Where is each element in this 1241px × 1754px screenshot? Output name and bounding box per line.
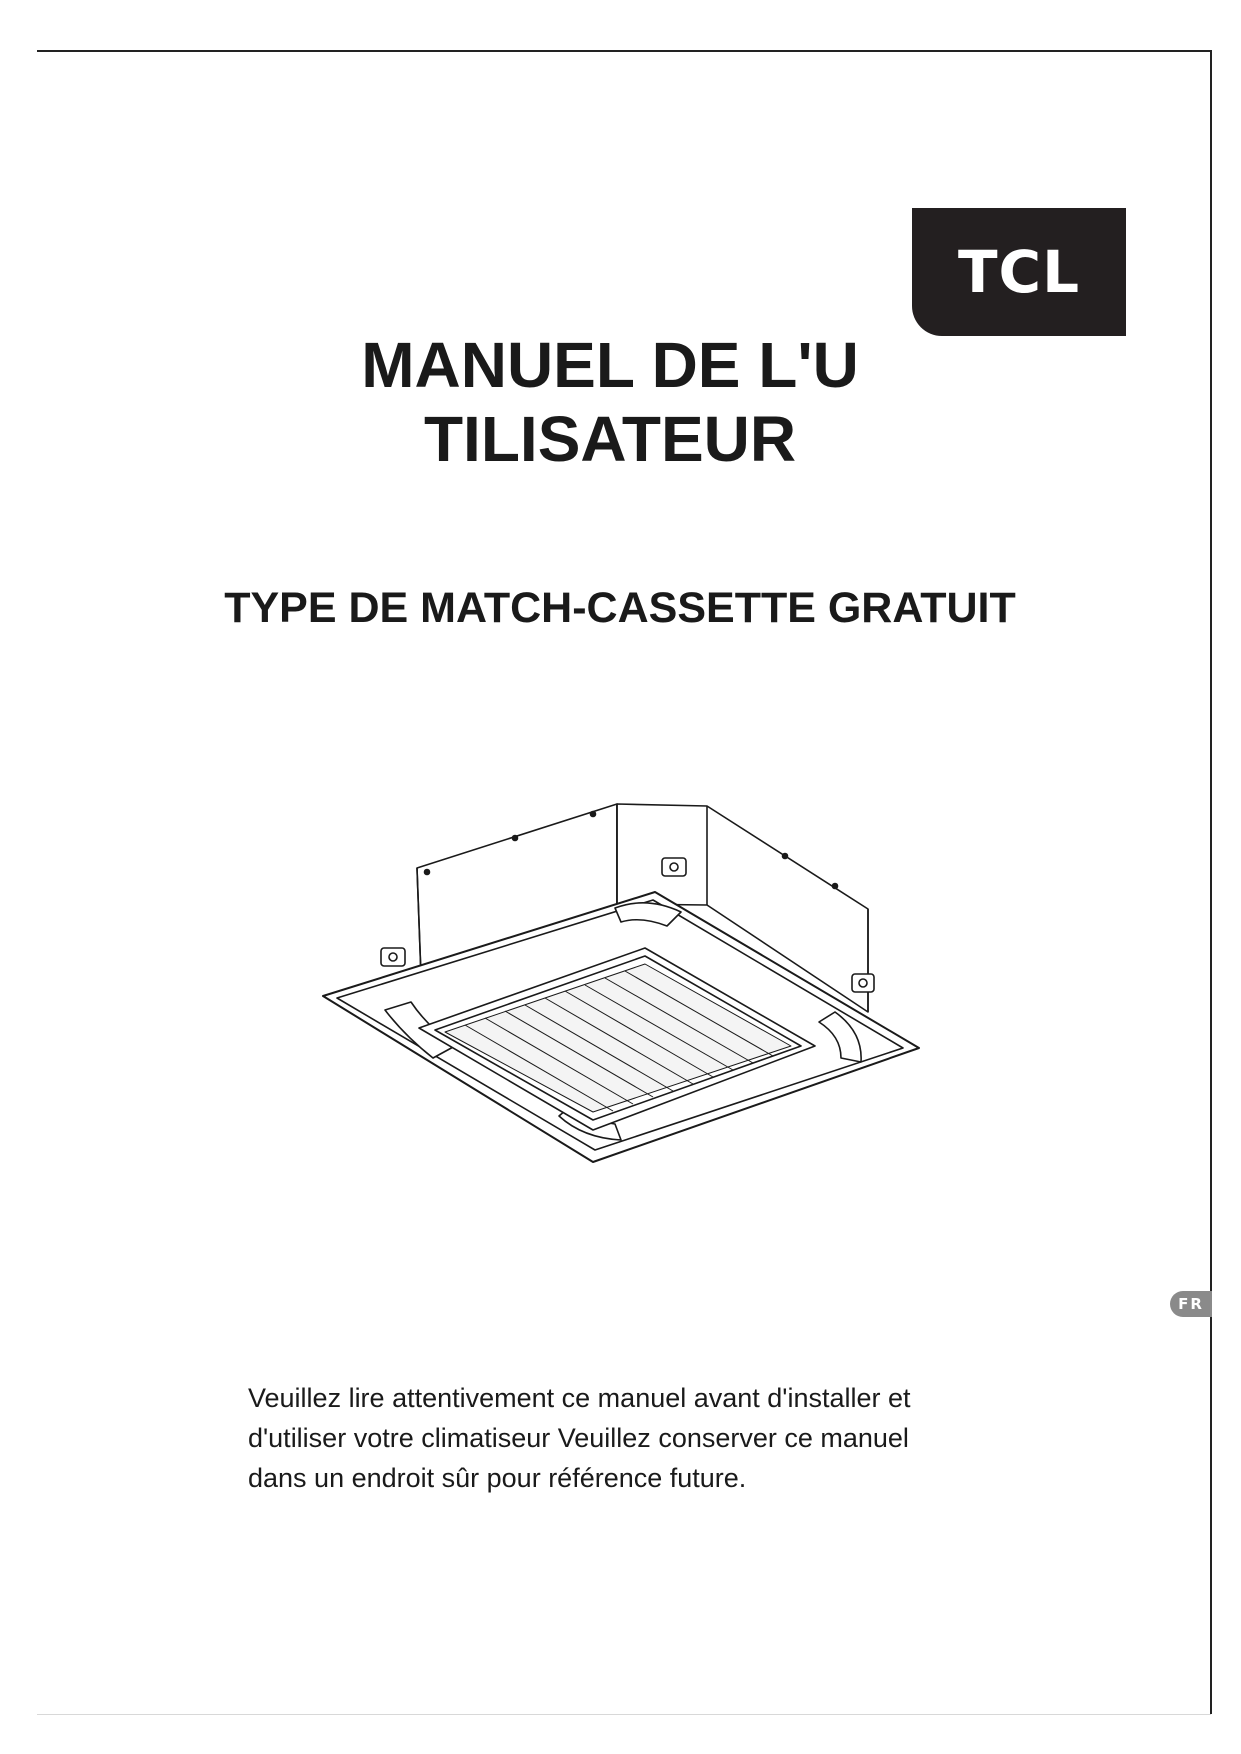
top-border-line — [37, 50, 1211, 52]
title-line-2: TILISATEUR — [423, 403, 797, 475]
cassette-air-conditioner-drawing — [315, 800, 940, 1185]
language-label: FR — [1178, 1295, 1204, 1313]
page-title — [240, 328, 980, 476]
logo-text: TCL — [957, 238, 1081, 306]
language-tab — [1170, 1291, 1212, 1317]
page-subtitle: TYPE DE MATCH-CASSETTE GRATUIT — [224, 584, 1016, 632]
notice-line: Veuillez lire attentivement ce manuel avant d'installer et — [248, 1383, 911, 1413]
notice-line: d'utiliser votre climatiseur Veuillez conserver ce manuel — [248, 1423, 909, 1453]
title-line-1: MANUEL DE L'U — [361, 329, 859, 401]
right-border-line — [1210, 50, 1212, 1714]
bottom-border-line — [37, 1714, 1211, 1715]
notice-line: dans un endroit sûr pour référence future. — [248, 1463, 747, 1493]
tcl-logo — [912, 208, 1126, 336]
reading-notice — [248, 1378, 968, 1498]
